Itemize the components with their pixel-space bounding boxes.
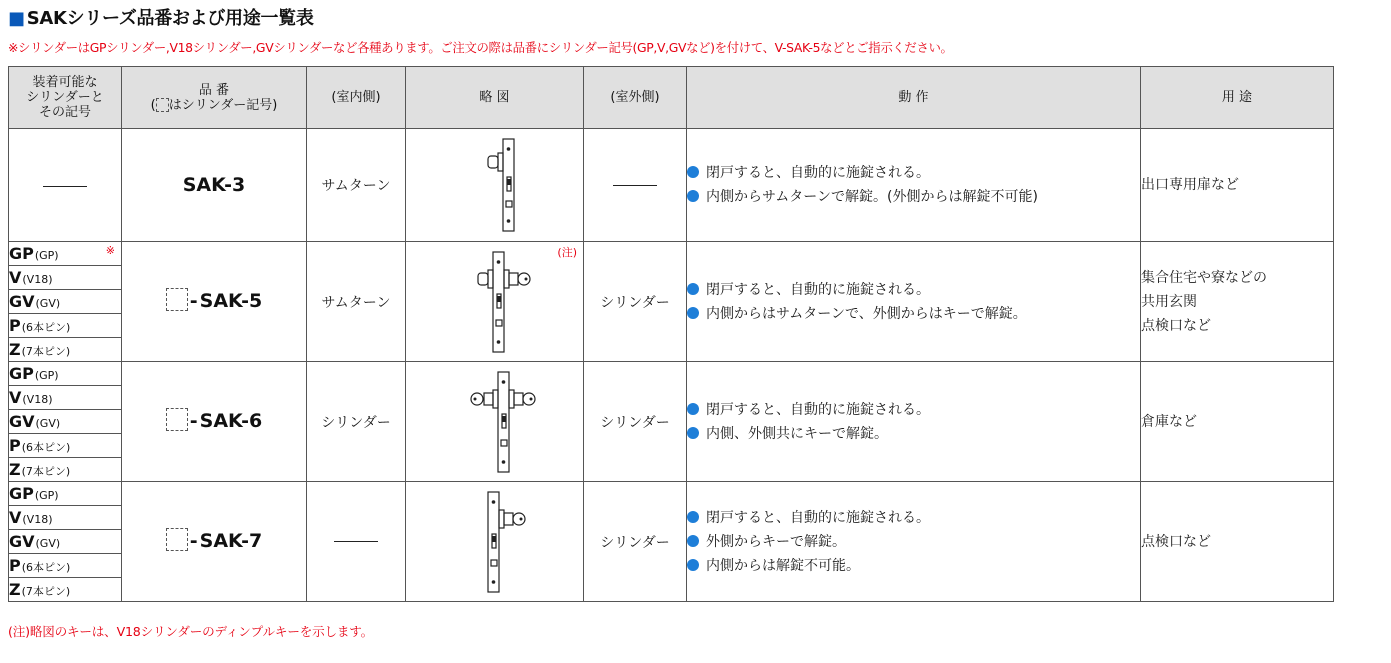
cylinder-option (9, 554, 122, 578)
use-text: 共用玄関 (1141, 293, 1197, 310)
cylinder-option (9, 338, 122, 362)
page-title (8, 4, 314, 30)
table-row (9, 362, 1334, 386)
asterisk-mark: ※ (105, 244, 115, 257)
part-number (122, 129, 307, 242)
cylinder-code: V (9, 268, 22, 287)
part-number-text: SAK-5 (199, 290, 263, 312)
use-text: 倉庫など (1141, 413, 1197, 430)
header-use: 用 途 (1141, 67, 1334, 129)
cylinder-placeholder-icon (166, 288, 188, 311)
header-part-line (122, 98, 306, 113)
bullet-dot-icon (687, 166, 699, 178)
action-item (687, 185, 1140, 209)
action-text: 内側からサムターンで解錠。(外側からは解錠不可能) (706, 189, 1038, 205)
header-cylinder-line: シリンダーと (26, 90, 104, 105)
table-row (9, 482, 1334, 506)
cylinder-sub: (V18) (22, 273, 53, 286)
header-part-number (122, 67, 307, 129)
action-item (687, 302, 1140, 326)
cylinder-option (9, 314, 122, 338)
dash-mark (613, 185, 657, 186)
inside-side: サムターン (307, 129, 406, 242)
part-separator: - (189, 530, 198, 552)
cylinder-none (9, 129, 122, 242)
outside-side: シリンダー (584, 482, 687, 602)
cylinder-sub: (GV) (35, 297, 61, 310)
order-notice: ※シリンダーはGPシリンダー,V18シリンダー,GVシリンダーなど各種あります。ご注文の際は品番にシリンダー記号(GP,V,GVなど)を付けて、V-SAK-5などとご指示ください。 (8, 40, 953, 55)
header-inside: (室内側) (307, 67, 406, 129)
header-part-text: はシリンダー記号) (168, 97, 278, 113)
cylinder-option (9, 362, 122, 386)
cylinder-option (9, 434, 122, 458)
action-item (687, 506, 1140, 530)
cylinder-code: Z (9, 340, 21, 359)
title-square-icon: ■ (8, 8, 25, 29)
cylinder-sub: (6本ピン) (21, 321, 71, 334)
cylinder-option (9, 290, 122, 314)
inside-side: サムターン (307, 242, 406, 362)
use-text: 点検口など (1141, 533, 1211, 550)
bullet-dot-icon (687, 559, 699, 571)
cylinder-code: P (9, 316, 21, 335)
cylinder-code: V (9, 508, 22, 527)
lock-diagram (406, 362, 584, 482)
table-header-row (9, 67, 1334, 129)
action-text: 閉戸すると、自動的に施錠される。 (706, 281, 930, 298)
lock-diagram-icon (440, 246, 550, 358)
cylinder-option (9, 266, 122, 290)
bullet-dot-icon (687, 307, 699, 319)
cylinder-code: GV (9, 412, 35, 431)
cylinder-sub: (GP) (34, 249, 59, 262)
use-description (1141, 362, 1334, 482)
action-text: 内側からは解錠不可能。 (706, 557, 860, 574)
action-text: 内側、外側共にキーで解錠。 (706, 425, 888, 442)
cylinder-option (9, 458, 122, 482)
cylinder-code: GP (9, 364, 34, 383)
lock-diagram-icon (440, 133, 550, 237)
cylinder-sub: (GV) (35, 537, 61, 550)
header-cylinder-line: その記号 (38, 105, 91, 120)
spec-table (8, 66, 1334, 602)
header-diagram: 略 図 (406, 67, 584, 129)
action-text: 閉戸すると、自動的に施錠される。 (706, 509, 930, 526)
cylinder-option (9, 410, 122, 434)
header-action: 動 作 (687, 67, 1141, 129)
cylinder-option (9, 506, 122, 530)
use-text: 出口専用扉など (1141, 177, 1239, 193)
action-item (687, 422, 1140, 446)
cylinder-sub: (7本ピン) (21, 585, 71, 598)
cylinder-sub: (6本ピン) (21, 441, 71, 454)
cylinder-sub: (V18) (22, 393, 53, 406)
part-number-text: SAK-3 (182, 174, 246, 196)
table-row (9, 129, 1334, 242)
lock-diagram-icon (440, 366, 550, 478)
cylinder-code: GV (9, 292, 35, 311)
cylinder-sub: (V18) (22, 513, 53, 526)
part-number-text: SAK-7 (199, 530, 263, 552)
lock-diagram (406, 482, 584, 602)
cylinder-option (9, 386, 122, 410)
cylinder-code: GV (9, 532, 35, 551)
cylinder-code: P (9, 436, 21, 455)
dash-mark (334, 541, 378, 542)
cylinder-sub: (7本ピン) (21, 345, 71, 358)
title-text: SAKシリーズ品番および用途一覧表 (26, 8, 314, 29)
cylinder-placeholder-icon (166, 408, 188, 431)
cylinder-placeholder-icon (156, 98, 169, 112)
inside-side: シリンダー (307, 362, 406, 482)
cylinder-code: GP (9, 244, 34, 263)
use-description (1141, 242, 1334, 362)
cylinder-code: P (9, 556, 21, 575)
lock-diagram (406, 242, 584, 362)
action-text: 内側からはサムターンで、外側からはキーで解錠。 (706, 305, 1027, 322)
part-number-text: SAK-6 (199, 410, 263, 432)
bullet-dot-icon (687, 403, 699, 415)
bullet-dot-icon (687, 283, 699, 295)
cylinder-option (9, 578, 122, 602)
use-description (1141, 129, 1334, 242)
cylinder-option (9, 530, 122, 554)
lock-diagram (406, 129, 584, 242)
action-description (687, 129, 1141, 242)
part-number (122, 482, 307, 602)
part-separator: - (189, 410, 198, 432)
header-cylinder (9, 67, 122, 129)
action-item (687, 161, 1140, 185)
cylinder-sub: (7本ピン) (21, 465, 71, 478)
cylinder-code: GP (9, 484, 34, 503)
part-number (122, 362, 307, 482)
bullet-dot-icon (687, 190, 699, 202)
outside-side (584, 129, 687, 242)
action-text: 閉戸すると、自動的に施錠される。 (706, 401, 930, 418)
cylinder-option (9, 242, 122, 266)
outside-side: シリンダー (584, 242, 687, 362)
action-text: 外側からキーで解錠。 (706, 533, 846, 550)
cylinder-option (9, 482, 122, 506)
bullet-dot-icon (687, 535, 699, 547)
outside-side: シリンダー (584, 362, 687, 482)
use-text: 集合住宅や寮などの (1141, 269, 1267, 286)
cylinder-placeholder-icon (166, 528, 188, 551)
footnote: (注)略図のキーは、V18シリンダーのディンプルキーを示します。 (8, 624, 374, 639)
cylinder-code: Z (9, 580, 21, 599)
action-description (687, 242, 1141, 362)
part-separator: - (189, 290, 198, 312)
use-description (1141, 482, 1334, 602)
cylinder-sub: (GV) (35, 417, 61, 430)
table-row (9, 242, 1334, 266)
dash-mark (43, 186, 87, 187)
cylinder-sub: (GP) (34, 369, 59, 382)
action-text: 閉戸すると、自動的に施錠される。 (706, 165, 930, 181)
action-item (687, 278, 1140, 302)
use-text: 点検口など (1141, 317, 1211, 334)
header-part-paren: ( (150, 97, 156, 113)
action-item (687, 398, 1140, 422)
inside-side (307, 482, 406, 602)
action-description (687, 482, 1141, 602)
action-item (687, 530, 1140, 554)
note-mark: (注) (557, 246, 577, 259)
cylinder-sub: (6本ピン) (21, 561, 71, 574)
header-part-line: 品 番 (198, 82, 230, 98)
bullet-dot-icon (687, 511, 699, 523)
bullet-dot-icon (687, 427, 699, 439)
header-cylinder-line: 装着可能な (32, 75, 98, 90)
action-item (687, 554, 1140, 578)
action-description (687, 362, 1141, 482)
header-outside: (室外側) (584, 67, 687, 129)
part-number (122, 242, 307, 362)
cylinder-sub: (GP) (34, 489, 59, 502)
lock-diagram-icon (440, 486, 550, 598)
cylinder-code: Z (9, 460, 21, 479)
cylinder-code: V (9, 388, 22, 407)
